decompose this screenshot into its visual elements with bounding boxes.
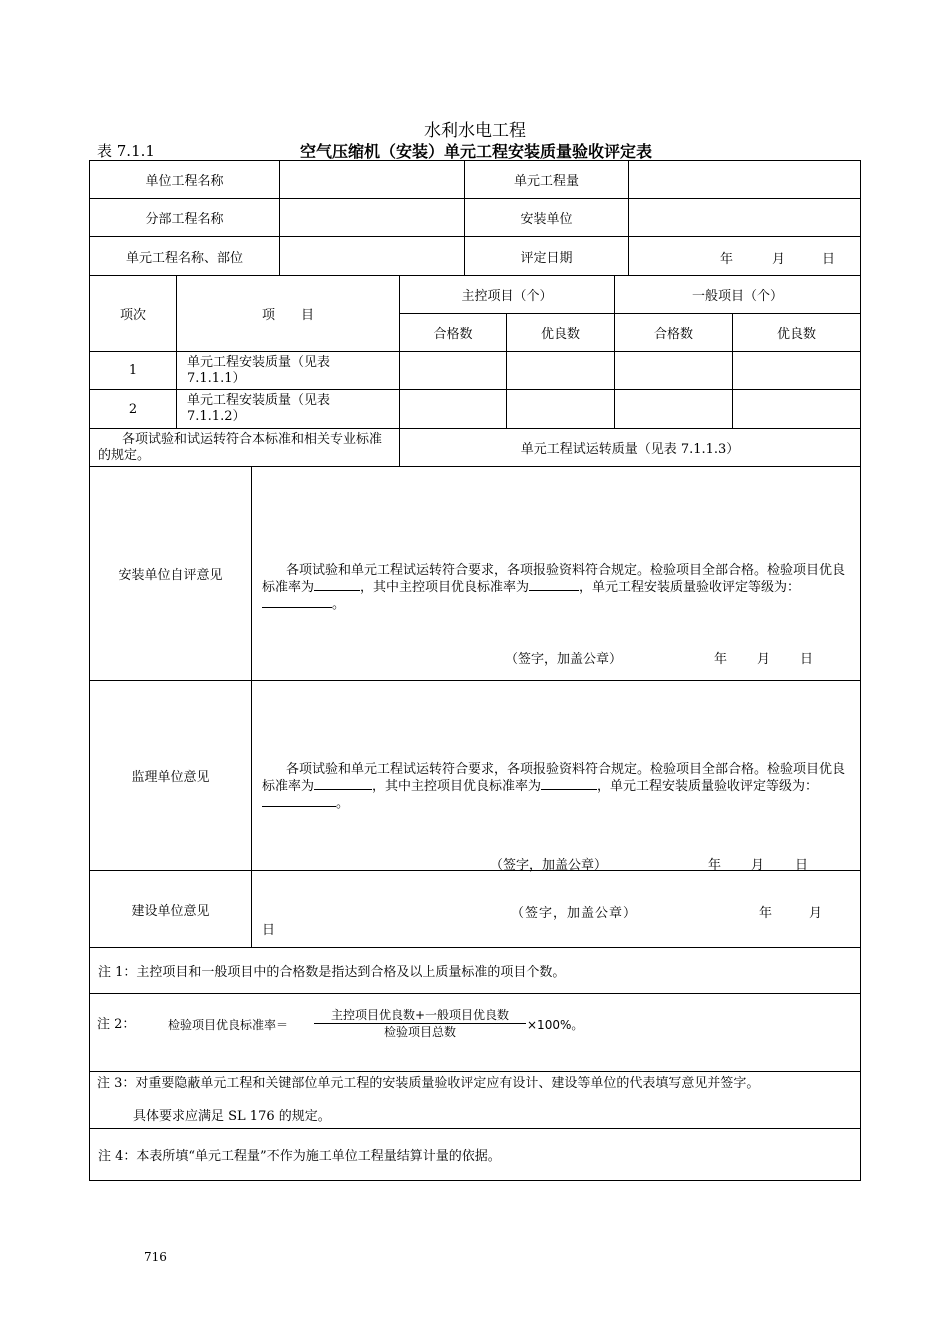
header-category: 水利水电工程 — [424, 121, 526, 141]
field-element-name-location[interactable] — [279, 236, 465, 276]
build-day: 日 — [262, 923, 276, 938]
row-2-main-excellent[interactable] — [506, 389, 615, 429]
formula-numerator: 主控项目优良数+一般项目优良数 — [314, 1008, 526, 1024]
date-day: 日 — [822, 252, 836, 267]
col-item-header: 项 目 — [176, 275, 400, 352]
install-grade-blank[interactable] — [262, 596, 332, 608]
label-install-unit: 安装单位 — [464, 198, 629, 237]
supervise-sign: （签字，加盖公章） — [490, 858, 608, 873]
row-1-general-qualified[interactable] — [614, 351, 733, 390]
note-1: 注 1：主控项目和一般项目中的合格数是指达到合格及以上质量标准的项目个数。 — [89, 947, 861, 994]
date-year: 年 — [720, 252, 734, 267]
row-2-main-qualified[interactable] — [399, 389, 507, 429]
build-month: 月 — [809, 906, 823, 921]
build-opinion-label: 建设单位意见 — [89, 870, 252, 948]
install-opinion-text: 各项试验和单元工程试运转符合要求，各项报验资料符合规定。检验项目全部合格。检验项目优良标准率为 ，其中主控项目优良标准率为 ，单元工程安装质量验收评定等级为：。 — [262, 563, 846, 612]
install-main-rate-blank[interactable] — [529, 579, 579, 591]
install-sign: （签字，加盖公章） — [505, 652, 623, 667]
supervise-day: 日 — [795, 858, 809, 873]
general-excellent-header: 优良数 — [732, 313, 861, 352]
col-seq-header: 项次 — [89, 275, 177, 352]
supervise-year: 年 — [708, 858, 722, 873]
general-qualified-header: 合格数 — [614, 313, 733, 352]
supervise-opinion-text: 各项试验和单元工程试运转符合要求，各项报验资料符合规定。检验项目全部合格。检验项目优良标准率为 ，其中主控项目优良标准率为 ，单元工程安装质量验收评定等级为：。 — [262, 762, 846, 811]
supervise-main-rate-blank[interactable] — [541, 778, 597, 790]
row-2-item: 单元工程安装质量（见表 7.1.1.2） — [176, 389, 400, 429]
main-items-header: 主控项目（个） — [399, 275, 615, 314]
label-unit-project-name: 单位工程名称 — [89, 160, 280, 199]
row-2-seq: 2 — [89, 389, 177, 429]
table-number: 表 7.1.1 — [97, 142, 155, 160]
formula-denominator: 检验项目总数 — [383, 1025, 456, 1039]
install-day: 日 — [800, 652, 814, 667]
label-unit-quantity: 单元工程量 — [464, 160, 629, 199]
label-element-name-location: 单元工程名称、部位 — [89, 236, 280, 276]
label-eval-date: 评定日期 — [464, 236, 629, 276]
install-rate-blank[interactable] — [314, 579, 360, 591]
supervise-month: 月 — [751, 858, 765, 873]
row-2-general-excellent[interactable] — [732, 389, 861, 429]
label-division-project-name: 分部工程名称 — [89, 198, 280, 237]
row-1-general-excellent[interactable] — [732, 351, 861, 390]
row-1-main-excellent[interactable] — [506, 351, 615, 390]
main-excellent-header: 优良数 — [506, 313, 615, 352]
formula-lhs: 检验项目优良标准率＝ — [168, 1018, 289, 1032]
install-opinion-label: 安装单位自评意见 — [89, 466, 252, 681]
supervise-opinion-label: 监理单位意见 — [89, 680, 252, 871]
build-sign: （签字，加盖公章） — [511, 906, 638, 921]
trial-standard-note: 各项试验和试运转符合本标准和相关专业标准的规定。 — [89, 428, 400, 467]
note-4: 注 4：本表所填“单元工程量”不作为施工单位工程量结算计量的依据。 — [89, 1128, 861, 1181]
page-title: 空气压缩机（安装）单元工程安装质量验收评定表 — [300, 142, 653, 161]
row-1-seq: 1 — [89, 351, 177, 390]
main-qualified-header: 合格数 — [399, 313, 507, 352]
page-number: 716 — [144, 1250, 167, 1264]
field-install-unit[interactable] — [628, 198, 861, 237]
date-month: 月 — [772, 252, 786, 267]
supervise-rate-blank[interactable] — [314, 778, 372, 790]
row-1-item: 单元工程安装质量（见表 7.1.1.1） — [176, 351, 400, 390]
note-2-label: 注 2： — [97, 1017, 136, 1032]
supervise-grade-blank[interactable] — [262, 795, 336, 807]
build-year: 年 — [759, 906, 773, 921]
trial-quality-ref: 单元工程试运转质量（见表 7.1.1.3） — [399, 428, 861, 467]
field-unit-quantity[interactable] — [628, 160, 861, 199]
formula-rhs: ×100%。 — [527, 1018, 584, 1032]
field-unit-project-name[interactable] — [279, 160, 465, 199]
note-3-line-1: 注 3：对重要隐蔽单元工程和关键部位单元工程的安装质量验收评定应有设计、建设等单位的代表填写意见并签字。 — [97, 1076, 760, 1091]
row-1-main-qualified[interactable] — [399, 351, 507, 390]
general-items-header: 一般项目（个） — [614, 275, 861, 314]
install-year: 年 — [714, 652, 728, 667]
note-3-line-2: 具体要求应满足 SL 176 的规定。 — [133, 1109, 331, 1124]
row-2-general-qualified[interactable] — [614, 389, 733, 429]
install-month: 月 — [757, 652, 771, 667]
field-division-project-name[interactable] — [279, 198, 465, 237]
